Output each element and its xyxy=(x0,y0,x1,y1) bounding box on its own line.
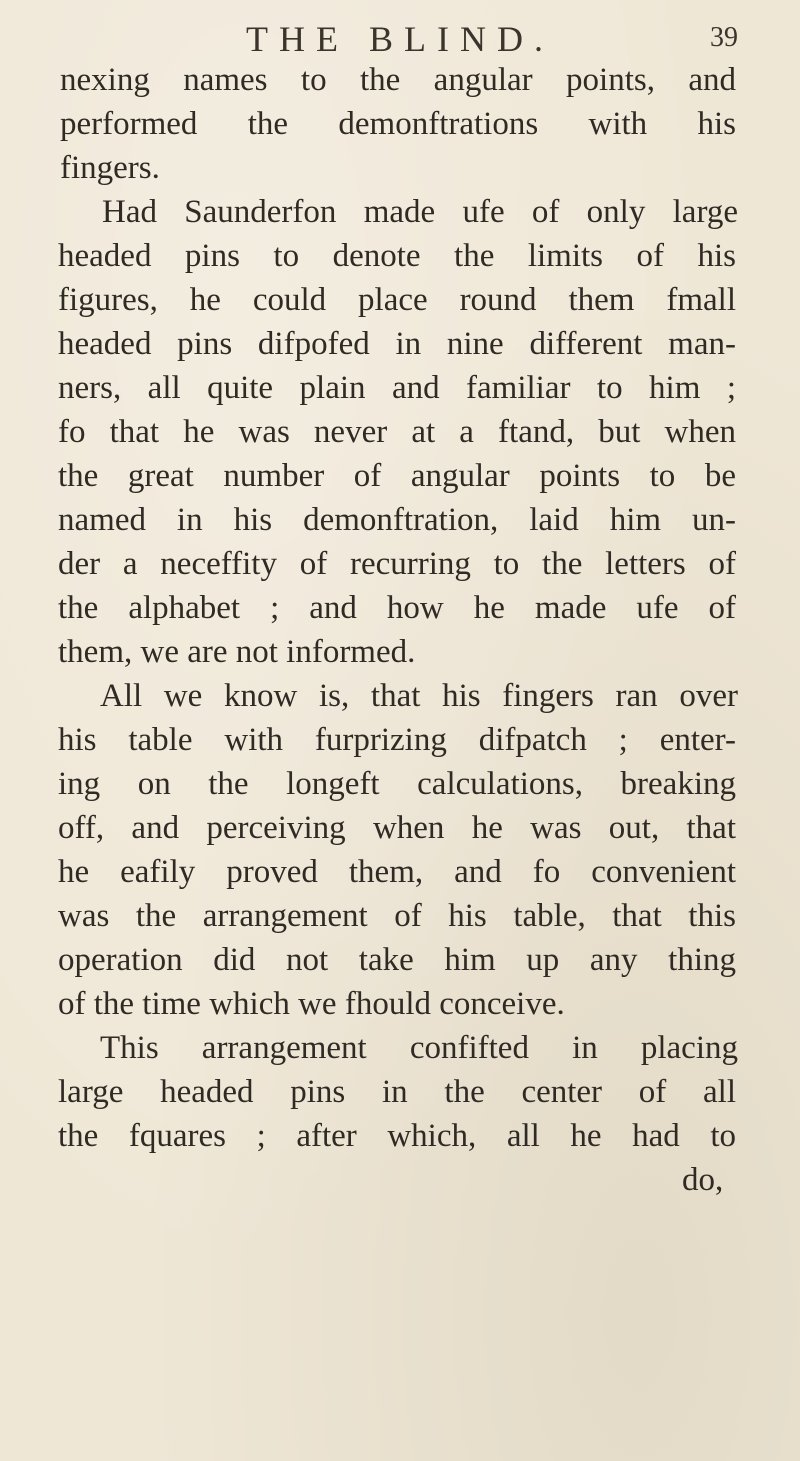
text-line: ing on the longeft calculations, breaking xyxy=(58,766,736,802)
running-head: THE BLIND. xyxy=(246,19,554,59)
text-line: operation did not take him up any thing xyxy=(58,942,736,978)
text-line: ners, all quite plain and familiar to him ; xyxy=(58,370,736,406)
text-line: them, we are not informed. xyxy=(58,634,416,670)
text-line: Had Saunderfon made ufe of only large xyxy=(102,194,738,230)
text-line: of the time which we fhould conceive. xyxy=(58,986,565,1022)
text-line: figures, he could place round them fmall xyxy=(58,282,736,318)
text-line: All we know is, that his fingers ran over xyxy=(100,678,738,714)
text-line: the alphabet ; and how he made ufe of xyxy=(58,590,736,626)
text-line: named in his demonftration, laid him un- xyxy=(58,502,736,538)
text-line: was the arrangement of his table, that this xyxy=(58,898,736,934)
text-line: fingers. xyxy=(60,150,160,186)
text-line: nexing names to the angular points, and xyxy=(60,62,736,98)
text-line: fo that he was never at a ftand, but when xyxy=(58,414,736,450)
text-line: his table with furprizing difpatch ; enter- xyxy=(58,722,736,758)
text-line: the great number of angular points to be xyxy=(58,458,736,494)
catchword: do, xyxy=(682,1162,724,1198)
text-line: This arrangement confifted in placing xyxy=(100,1030,738,1066)
text-line: der a neceffity of recurring to the letters of xyxy=(58,546,736,582)
text-line: off, and perceiving when he was out, that xyxy=(58,810,736,846)
text-line: the fquares ; after which, all he had to xyxy=(58,1118,736,1154)
text-line: he eafily proved them, and fo convenient xyxy=(58,854,736,890)
text-line: large headed pins in the center of all xyxy=(58,1074,736,1110)
text-line: headed pins difpofed in nine different man- xyxy=(58,326,736,362)
page-number: 39 xyxy=(710,22,738,53)
page-header xyxy=(0,18,800,64)
text-line: headed pins to denote the limits of his xyxy=(58,238,736,274)
text-line: performed the demonftrations with his xyxy=(60,106,736,142)
